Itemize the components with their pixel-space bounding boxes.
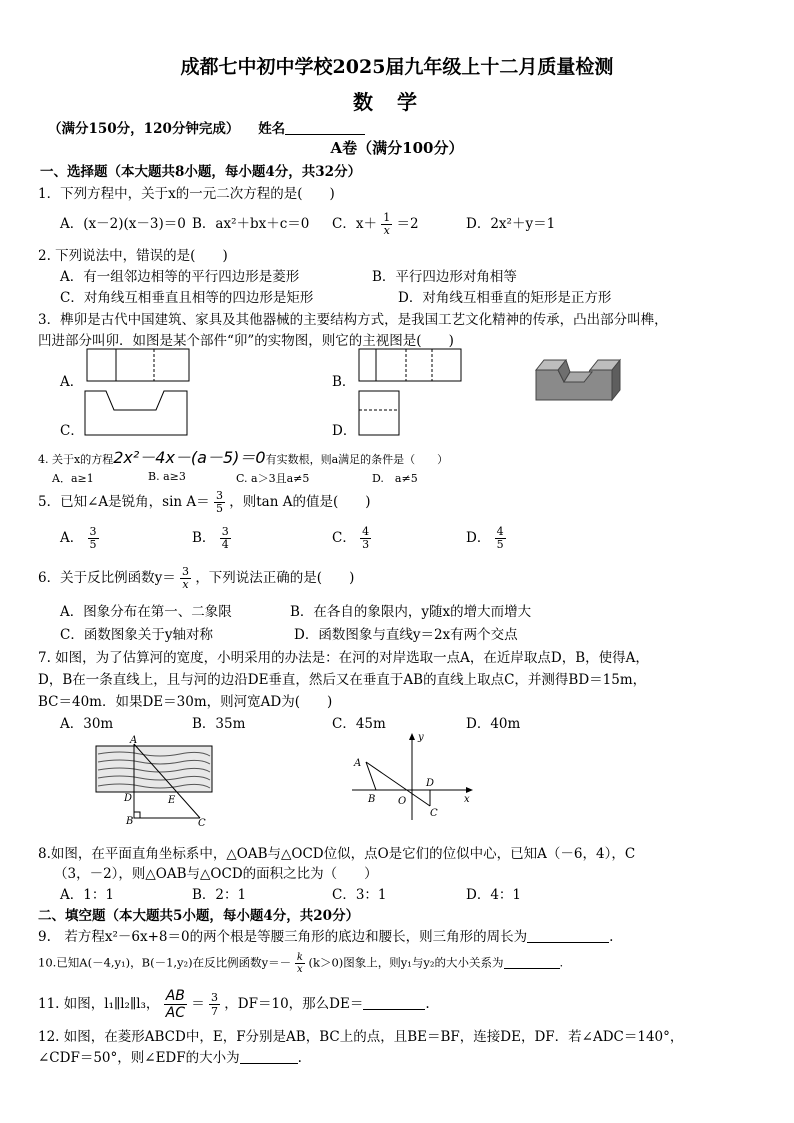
q7-option-a: A．30m: [60, 716, 114, 732]
q4-stem: 4. 关于x的方程2x²－4x－(a－5)＝0有实数根，则a满足的条件是（ ）: [38, 448, 449, 467]
q10-fraction: $\frac{k}{x}$: [296, 952, 303, 975]
q6-option-d: D．函数图象与直线y＝2x有两个交点: [294, 627, 518, 643]
section1-title: 一、选择题（本大题共8小题，每小题4分，共32分）: [40, 164, 362, 180]
q2-option-d: D．对角线互相垂直的矩形是正方形: [398, 290, 612, 306]
q10: 10.已知A(－4,y₁)，B(－1,y₂)在反比例函数y＝－ $\frac{k}{x}$ (k＞0)图象上，则y₁与y₂的大小关系为 .: [38, 952, 564, 975]
q5-option-c: C． $\frac{4}{3}$: [332, 525, 370, 551]
exam-title: 成都七中初中学校2025届九年级上十二月质量检测: [180, 56, 614, 78]
q3-stem-line2: 凹进部分叫卯．如图是某个部件“卯”的实物图，则它的主视图是( ): [38, 333, 454, 349]
q1-fraction: $\frac{1}{x}$: [383, 211, 391, 237]
q4-formula: 2x²－4x－(a－5)＝0: [113, 448, 266, 467]
q7-option-d: D．40m: [466, 716, 521, 732]
coord-label-o: O: [398, 796, 407, 807]
river-label-b: B: [126, 816, 134, 826]
part-a-title: A卷（满分100分）: [330, 139, 464, 157]
q10-answer-blank[interactable]: [504, 955, 560, 969]
coord-label-b: B: [368, 794, 376, 805]
q3-figure-b: [358, 348, 462, 382]
coord-label-x: x: [464, 794, 470, 805]
q3-figure-c: [84, 390, 188, 436]
q12-answer-blank[interactable]: [240, 1050, 298, 1064]
river-label-d: D: [124, 793, 133, 804]
q6-option-b: B．在各自的象限内，y随x的增大而增大: [290, 604, 532, 620]
q3-figure-a: [86, 348, 190, 382]
q6-fraction: $\frac{3}{x}$: [182, 565, 190, 591]
q7-option-c: C．45m: [332, 716, 386, 732]
q1-stem: 1．下列方程中，关于x的一元二次方程的是( ): [38, 186, 335, 202]
q5-stem: 5．已知∠A是锐角，sin A＝ $\frac{3}{5}$ ，则tan A的值是( ): [38, 489, 371, 515]
q2-option-a: A．有一组邻边相等的平行四边形是菱形: [60, 269, 300, 285]
q6-option-a: A．图象分布在第一、二象限: [60, 604, 232, 620]
subject-title: 数学: [353, 90, 441, 114]
q9: 9. 若方程x²－6x+8＝0的两个根是等腰三角形的底边和腰长，则三角形的周长为 .: [38, 929, 614, 945]
q7-option-b: B．35m: [192, 716, 246, 732]
coord-label-c: C: [430, 808, 438, 819]
score-time: （满分150分，120分钟完成）: [48, 121, 240, 137]
q4-option-d: D. a≠5: [372, 472, 418, 485]
q7-stem-line3: BC＝40m．如果DE＝30m，则河宽AD为( ): [38, 694, 333, 710]
q5-option-a: A． $\frac{3}{5}$: [60, 525, 97, 551]
q4-option-c: C. a＞3且a≠5: [236, 472, 310, 485]
coord-label-a: A: [354, 758, 362, 769]
coord-label-y: y: [418, 732, 424, 743]
q1-option-b: B．ax²＋bx＋c＝0: [192, 216, 310, 232]
q1-option-c: C．x＋ $\frac{1}{x}$ ＝2: [332, 211, 419, 237]
q11-answer-blank[interactable]: [363, 996, 425, 1010]
q3-stem-line1: 3．榫卯是古代中国建筑、家具及其他器械的主要结构方式，是我国工艺文化精神的传承，凸出部分叫榫，: [38, 312, 668, 328]
q6-stem: 6．关于反比例函数y＝ $\frac{3}{x}$ ，下列说法正确的是( ): [38, 565, 355, 591]
q8-option-c: C．3：1: [332, 887, 387, 903]
q3-option-b-label: B．: [332, 374, 356, 390]
river-label-a: A: [130, 735, 138, 746]
q4-option-b: B. a≥3: [148, 470, 186, 483]
q9-answer-blank[interactable]: [527, 929, 609, 943]
exam-info: [48, 117, 365, 137]
q1-option-a: A．(x－2)(x－3)＝0: [60, 216, 186, 232]
q8-stem-line1: 8.如图，在平面直角坐标系中，△OAB与△OCD位似，点O是它们的位似中心，已知A（－6，4），C: [38, 846, 636, 862]
river-label-e: E: [168, 795, 176, 806]
q2-stem: 2. 下列说法中，错误的是( ): [38, 248, 228, 264]
q5-option-b: B． $\frac{3}{4}$: [192, 525, 229, 551]
name-blank[interactable]: [285, 120, 365, 135]
q12-line2: ∠CDF＝50°，则∠EDF的大小为 .: [38, 1050, 302, 1066]
q3-option-a-label: A．: [60, 374, 84, 390]
q8-stem-line2: （3，－2），则△OAB与△OCD的面积之比为（ ）: [54, 866, 378, 882]
q3-option-c-label: C．: [60, 423, 84, 439]
q8-coordinate-figure: [346, 732, 476, 824]
q12-line1: 12. 如图，在菱形ABCD中，E，F分别是AB，BC上的点，且BE＝BF，连接DE，DF．若∠ADC＝140°，: [38, 1029, 684, 1045]
q3-mortise-3d: [532, 352, 628, 406]
q8-option-a: A．1：1: [60, 887, 114, 903]
q11-fraction-ab-ac: $\frac{AB}{AC}$: [165, 988, 185, 1021]
q5-fraction: $\frac{3}{5}$: [215, 489, 223, 515]
q3-figure-d: [358, 390, 400, 436]
q11-fraction-3-7: $\frac{3}{7}$: [211, 991, 218, 1018]
section2-title: 二、填空题（本大题共5小题，每小题4分，共20分）: [38, 908, 360, 924]
q4-option-a: A．a≥1: [52, 472, 94, 485]
q8-option-d: D．4：1: [466, 887, 522, 903]
q2-option-c: C．对角线互相垂直且相等的四边形是矩形: [60, 290, 314, 306]
q7-stem-line1: 7. 如图，为了估算河的宽度，小明采用的办法是：在河的对岸选取一点A，在近岸取点D，B，使得A，: [38, 650, 649, 666]
q5-option-d: D． $\frac{4}{5}$: [466, 525, 504, 551]
q2-option-b: B．平行四边形对角相等: [372, 269, 517, 285]
q11: 11. 如图，l₁∥l₂∥l₃， $\frac{AB}{AC}$ ＝ $\frac{3}{7}$ ，DF＝10，那么DE＝ .: [38, 988, 430, 1021]
q7-stem-line2: D，B在一条直线上，且与河的边沿DE垂直，然后又在垂直于AB的直线上取点C，并测得BD＝15m，: [38, 672, 647, 688]
river-label-c: C: [198, 818, 206, 826]
q3-option-d-label: D．: [332, 423, 357, 439]
name-label: 姓名: [258, 121, 286, 137]
q1-option-d: D．2x²＋y＝1: [466, 216, 556, 232]
q8-option-b: B．2：1: [192, 887, 247, 903]
q7-river-figure: [90, 734, 220, 826]
q6-option-c: C．函数图象关于y轴对称: [60, 627, 213, 643]
coord-label-d: D: [426, 778, 435, 789]
